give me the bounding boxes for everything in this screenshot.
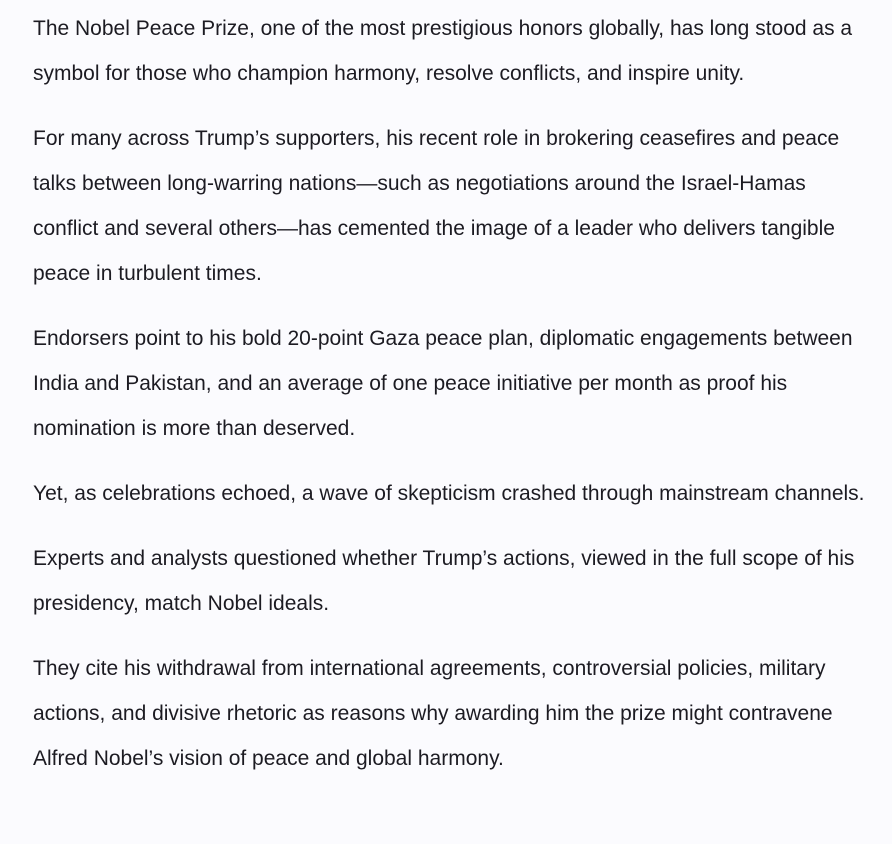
paragraph-criticism: They cite his withdrawal from international agreements, controversial policies, military actions, and divisive rhetoric as reasons why awarding him the prize might contravene Alfred Nobel’s vision of peace and global harmony. [33, 657, 833, 770]
paragraph-endorsers: Endorsers point to his bold 20-point Gaza peace plan, diplomatic engagements between India and Pakistan, and an average of one peace initiative per month as proof his nomination is more than deserved. [33, 327, 853, 440]
paragraph-intro: The Nobel Peace Prize, one of the most prestigious honors globally, has long stood as a symbol for those who champion harmony, resolve conflicts, and inspire unity. [33, 17, 853, 85]
paragraph-skepticism: Yet, as celebrations echoed, a wave of skepticism crashed through mainstream channels. [33, 482, 865, 505]
paragraph-experts: Experts and analysts questioned whether Trump’s actions, viewed in the full scope of his presidency, match Nobel ideals. [33, 547, 855, 615]
paragraph-supporters: For many across Trump’s supporters, his recent role in brokering ceasefires and peace talks between long-warring nations—such as negotiations around the Israel-Hamas conflict and several others—has cemented the image of a leader who delivers tangible peace in turbulent times. [33, 127, 840, 285]
